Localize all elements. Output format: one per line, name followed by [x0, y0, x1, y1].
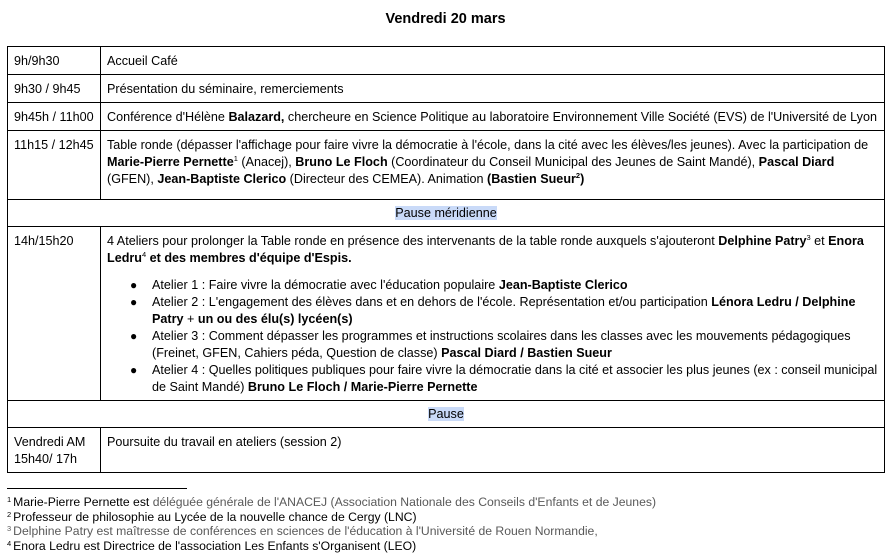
bullet-icon: ● — [130, 295, 138, 309]
list-item — [107, 328, 878, 362]
atelier-leaders: Pascal Diard / Bastien Sueur — [441, 346, 612, 360]
atelier-leaders: un ou des élu(s) lycéen(s) — [197, 312, 353, 326]
footnote — [7, 524, 884, 539]
plus: + — [183, 312, 198, 326]
footnote-text-grey: Delphine Patry est maîtresse de conférences en sciences de l'éducation à l'Université de Rouen Normandie, — [13, 524, 598, 538]
table-row — [8, 103, 885, 131]
footnote-number: 1 — [7, 495, 12, 504]
pause-row — [8, 401, 885, 428]
text: Table ronde (dépasser l'affichage pour faire vivre la démocratie à l'école, dans la cité avec les élèves/les jeunes). Avec la participation de — [107, 138, 869, 152]
description-cell: Poursuite du travail en ateliers (session 2) — [101, 428, 885, 473]
table-row — [8, 75, 885, 103]
footnote-number: 4 — [7, 538, 12, 548]
pause-lunch-label: Pause méridienne — [395, 206, 497, 220]
footnote-ref[interactable]: 2 — [575, 171, 581, 180]
ateliers-intro — [107, 233, 878, 267]
bullet-icon: ● — [130, 363, 138, 377]
atelier-text: Atelier 2 : L'engagement des élèves dans et en dehors de l'école. Représentation et/ou participation — [152, 295, 712, 309]
text: (Coordinateur du Conseil Municipal des Jeunes de Saint Mandé), — [387, 155, 759, 169]
animator — [487, 172, 584, 186]
footnote-ref[interactable]: 3 — [806, 233, 811, 242]
intro-bold: et des membres d'équipe d'Espis. — [146, 251, 352, 265]
time-cell: 11h15 / 12h45 — [8, 131, 101, 200]
time-cell: 9h/9h30 — [8, 47, 101, 75]
list-item — [107, 277, 878, 294]
table-row — [8, 227, 885, 401]
text: et — [810, 234, 829, 248]
description-cell — [101, 131, 885, 200]
time-cell: 9h30 / 9h45 — [8, 75, 101, 103]
pause-cell — [8, 200, 885, 227]
speaker-name: Enora Ledru — [107, 234, 864, 265]
description-cell — [101, 103, 885, 131]
atelier-text: Atelier 1 : Faire vivre la démocratie avec l'éducation populaire — [152, 278, 499, 292]
bullet-icon: ● — [130, 278, 138, 292]
list-item — [107, 294, 878, 328]
footnote-text-grey: déléguée générale de l'ANACEJ (Association Nationale des Conseils d'Enfants et de Jeunes) — [149, 495, 657, 509]
text: (Directeur des CEMEA). Animation — [286, 172, 488, 186]
atelier-leaders: Lénora Ledru / Delphine Patry — [152, 295, 856, 326]
footnote-text: Professeur de philosophie au Lycée de la nouvelle chance de Cergy (LNC) — [13, 509, 417, 524]
footnote-text: Enora Ledru est Directrice de l'association Les Enfants s'Organisent (LEO) — [13, 538, 417, 553]
footnote — [7, 510, 884, 525]
time-range: 15h40/ 17h — [14, 452, 78, 466]
atelier-leaders: Bruno Le Floch / Marie-Pierre Pernette — [247, 380, 478, 394]
bullet-icon: ● — [130, 329, 138, 343]
description-cell — [101, 227, 885, 401]
speaker-name: Jean-Baptiste Clerico — [157, 172, 287, 186]
text: (GFEN), — [107, 172, 158, 186]
footnote — [7, 539, 884, 554]
footnote-number: 2 — [7, 509, 12, 519]
time-cell: 9h45h / 11h00 — [8, 103, 101, 131]
speaker-name: Delphine Patry — [718, 234, 807, 248]
pause-label: Pause — [428, 407, 464, 421]
pause-row — [8, 200, 885, 227]
text: Conférence d'Hélène — [107, 110, 229, 124]
description-cell: Présentation du séminaire, remerciements — [101, 75, 885, 103]
footnote — [7, 495, 884, 510]
page-title: Vendredi 20 mars — [385, 11, 506, 27]
atelier-leaders: Jean-Baptiste Clerico — [498, 278, 628, 292]
footnote-ref[interactable]: 4 — [141, 250, 147, 259]
footnotes — [7, 495, 884, 553]
time-cell — [8, 428, 101, 473]
atelier-text: Atelier 3 : Comment dépasser les programmes et instructions scolaires dans les classes avec les mouvements pédagogiques (Freinet, GFEN, Cahiers péda, Question de classe) — [152, 329, 851, 360]
table-row — [8, 131, 885, 200]
time-day: Vendredi AM — [14, 435, 86, 449]
footnote-text: Marie-Pierre Pernette est — [13, 495, 150, 509]
table-row — [8, 428, 885, 473]
footnote-ref[interactable]: 1 — [233, 154, 238, 163]
footnote-number: 3 — [7, 524, 12, 533]
speaker-name: Marie-Pierre Pernette — [107, 155, 234, 169]
description-cell: Accueil Café — [101, 47, 885, 75]
text: chercheure en Science Politique au laboratoire Environnement Ville Société (EVS) de l'Université de Lyon — [284, 110, 877, 124]
animator-name: (Bastien Sueur — [487, 172, 576, 186]
paren: ) — [580, 172, 585, 186]
list-item — [107, 362, 878, 396]
speaker-name: Balazard, — [228, 110, 285, 124]
table-row — [8, 47, 885, 75]
atelier-text: Atelier 4 : Quelles politiques publiques pour faire vivre la démocratie dans la cité et associer les plus jeunes (ex : conseil municipal de Saint Mandé) — [152, 363, 878, 394]
ateliers-list — [107, 277, 878, 396]
speaker-name: Bruno Le Floch — [295, 155, 388, 169]
pause-cell — [8, 401, 885, 428]
footnote-separator — [7, 488, 187, 489]
speaker-name: Pascal Diard — [758, 155, 835, 169]
schedule-table — [7, 46, 885, 473]
time-cell: 14h/15h20 — [8, 227, 101, 401]
text: 4 Ateliers pour prolonger la Table ronde en présence des intervenants de la table ronde auxquels s'ajouteront — [107, 234, 719, 248]
text: (Anacej), — [237, 155, 296, 169]
